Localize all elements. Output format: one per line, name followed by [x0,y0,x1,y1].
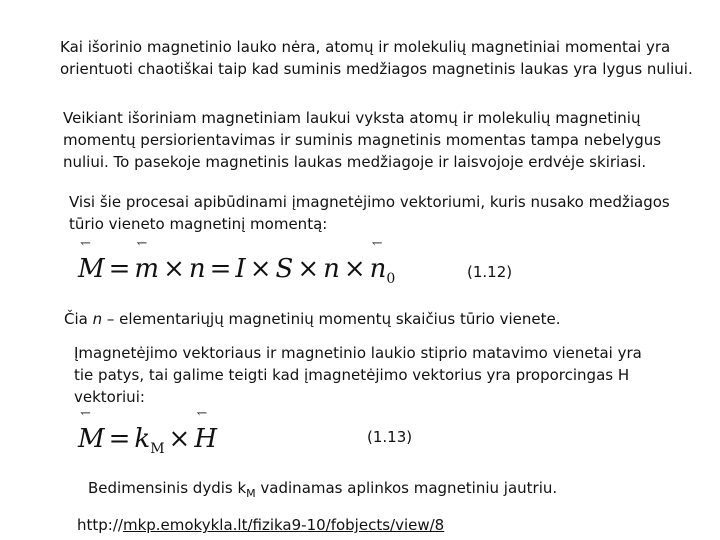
eq1-vector-n0: ↽ n [370,254,387,284]
eq1-I: I [235,254,246,284]
eq1-subscript-0: 0 [386,271,396,287]
source-link-line [77,514,444,536]
equation-number-1-12: (1.12) [467,263,513,281]
eq1-times-2: × [249,254,272,284]
paragraph-susceptibility-prefix: Bedimensinis dydis k [88,479,247,497]
paragraph-external-field-line-2: momentų persiorientavimas ir suminis magnetinis momentas tampa nebelygus [63,131,662,149]
paragraph-proportional-line-1: Įmagnetėjimo vektoriaus ir magnetinio laukio stiprio matavimo vienetai yra [74,344,642,362]
eq1-n-2: n [323,254,340,284]
equation-number-1-13: (1.13) [367,428,413,446]
paragraph-n-definition-prefix: Čia [64,310,93,328]
eq1-times-4: × [343,254,366,284]
eq2-subscript-M: M [150,441,165,457]
eq1-equals-2: = [209,254,232,284]
eq1-times-1: × [163,254,185,284]
equation-1-13 [78,424,217,457]
eq2-vector-M: ↽ M [78,424,105,454]
paragraph-susceptibility [88,477,557,505]
paragraph-magnetization [69,191,670,235]
paragraph-magnetization-line-1: Visi šie procesai apibūdinami įmagnetėjimo vektoriumi, kuris nusako medžiagos [69,193,670,211]
eq2-vector-H: ↽ H [194,424,217,454]
paragraph-n-definition-rest: – elementariųjų magnetinių momentų skaičius tūrio vienete. [102,310,561,328]
paragraph-external-field-line-3: nuliui. To pasekoje magnetinis laukas medžiagoje ir laisvojoje erdvėje skiriasi. [63,153,647,171]
eq1-equals-1: = [108,254,131,284]
paragraph-intro-line-2: orientuoti chaotiškai taip kad suminis medžiagos magnetinis laukas yra lygus nuliui. [60,60,693,78]
eq1-S: S [275,254,294,284]
source-link[interactable]: mkp.emokykla.lt/fizika9-10/fobjects/view/8 [122,516,445,534]
paragraph-external-field-line-1: Veikiant išoriniam magnetiniam laukui vyksta atomų ir molekulių magnetinių [63,109,641,127]
eq1-times-3: × [297,254,320,284]
paragraph-intro [60,36,693,80]
paragraph-magnetization-line-2: tūrio vieneto magnetinį momentą: [69,215,328,233]
eq1-vector-M: ↽ M [78,254,105,284]
paragraph-n-definition [64,308,561,330]
paragraph-intro-line-1: Kai išorinio magnetinio lauko nėra, atomų ir molekulių magnetiniai momentai yra [60,38,671,56]
eq2-k: k [134,424,151,454]
paragraph-proportional-line-2: tie patys, tai galime teigti kad įmagnetėjimo vektorius yra proporcingas H [74,366,630,384]
paragraph-n-definition-variable: n [92,310,103,328]
paragraph-proportional [74,342,642,408]
paragraph-susceptibility-rest: vadinamas aplinkos magnetiniu jautriu. [255,479,558,497]
eq1-n-1: n [188,254,206,284]
eq2-times: × [168,424,191,454]
equation-1-12 [78,254,395,287]
paragraph-susceptibility-subscript: M [246,487,256,500]
eq2-equals: = [108,424,131,454]
source-link-prefix: http:// [77,516,123,534]
paragraph-external-field [63,107,661,173]
paragraph-proportional-line-3: vektoriui: [74,388,145,406]
eq1-vector-m: ↽ m [134,254,159,284]
